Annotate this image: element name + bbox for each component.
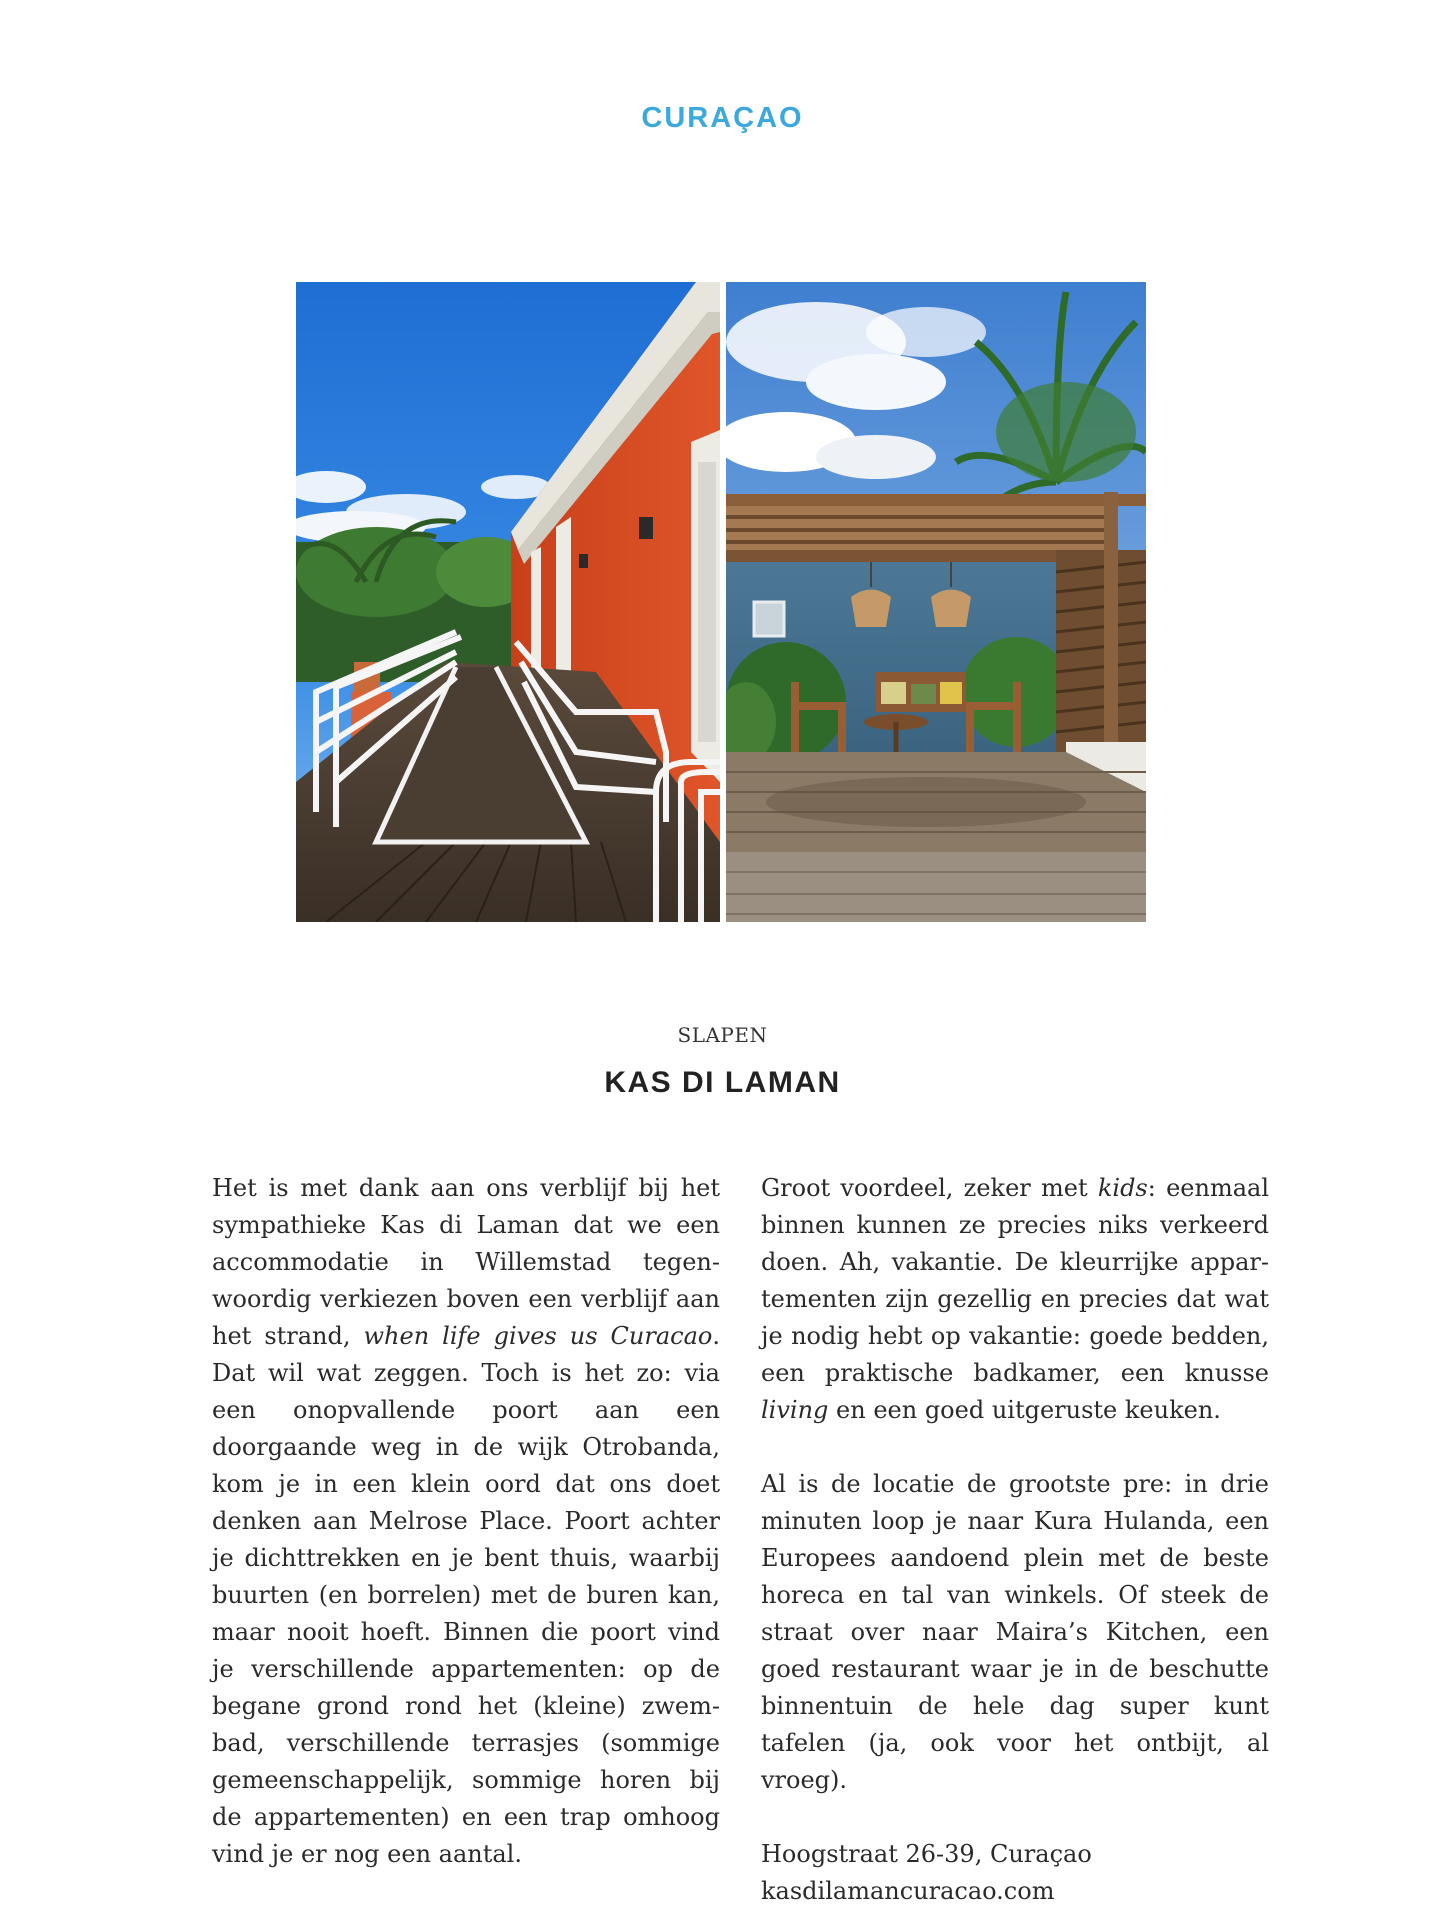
article-paragraph xyxy=(761,1170,1269,1429)
article-title: KAS DI LAMAN xyxy=(604,1066,841,1099)
website-link[interactable]: kasdilamancuracao.com xyxy=(761,1877,1055,1905)
photo-strip xyxy=(296,282,1146,922)
article-paragraph xyxy=(212,1170,720,1873)
address-block xyxy=(761,1836,1269,1910)
page-header-label: CURAÇAO xyxy=(641,102,804,134)
text-span: Groot voordeel, zeker met xyxy=(761,1174,1098,1202)
article-column-right xyxy=(761,1170,1269,1910)
photo-terrace-pergola-image xyxy=(726,282,1146,922)
italic-word: kids xyxy=(1097,1174,1148,1202)
article-column-left xyxy=(212,1170,720,1873)
photo-terrace-pergola xyxy=(726,282,1146,922)
text-span: Het is met dank aan ons verblijf bij het sympathieke Kas di Laman dat we een accommodatie in Willemstad tegenwoordig verkiezen boven een verblijf aan het strand, xyxy=(212,1174,720,1350)
text-span: . Dat wil wat zeggen. Toch is het zo: via een onopvallende poort aan een doorgaande weg in de wijk Otrobanda, kom je in een klein oord dat ons doet denken aan Melrose Place. Poort achter je dichttrekken en je bent thuis, waarbij buurten (en borrelen) met de buren kan, maar nooit hoeft. Binnen die poort vind je verschillende appartementen: op de begane grond rond het (kleine) zwembad, verschillende terrasjes (sommige gemeenschappelijk, sommige horen bij de appartementen) en een trap omhoog vind je er nog een aantal. xyxy=(212,1322,720,1868)
italic-word: living xyxy=(761,1396,829,1424)
text-span: : eenmaal binnen kunnen ze precies niks verkeerd doen. Ah, vakantie. De kleurrijke appartementen zijn gezellig en precies dat wat je nodig hebt op vakantie: goede bedden, een praktische badkamer, een knusse xyxy=(761,1174,1269,1387)
text-span: en een goed uitgeruste keuken. xyxy=(828,1396,1221,1424)
article-paragraph: Al is de locatie de grootste pre: in drie minuten loop je naar Kura Hulanda, een Europees aandoend plein met de beste horeca en tal van winkels. Of steek de straat over naar Maira’s Kitchen, een goed restaurant waar je in de beschutte binnentuin de hele dag super kunt tafelen (ja, ook voor het ontbijt, al vroeg). xyxy=(761,1470,1269,1794)
photo-house-walkway-image xyxy=(296,282,720,922)
section-label: SLAPEN xyxy=(677,1023,768,1047)
street-address: Hoogstraat 26-39, Curaçao xyxy=(761,1840,1092,1868)
photo-house-walkway xyxy=(296,282,720,922)
italic-phrase: when life gives us Curacao xyxy=(363,1322,713,1350)
